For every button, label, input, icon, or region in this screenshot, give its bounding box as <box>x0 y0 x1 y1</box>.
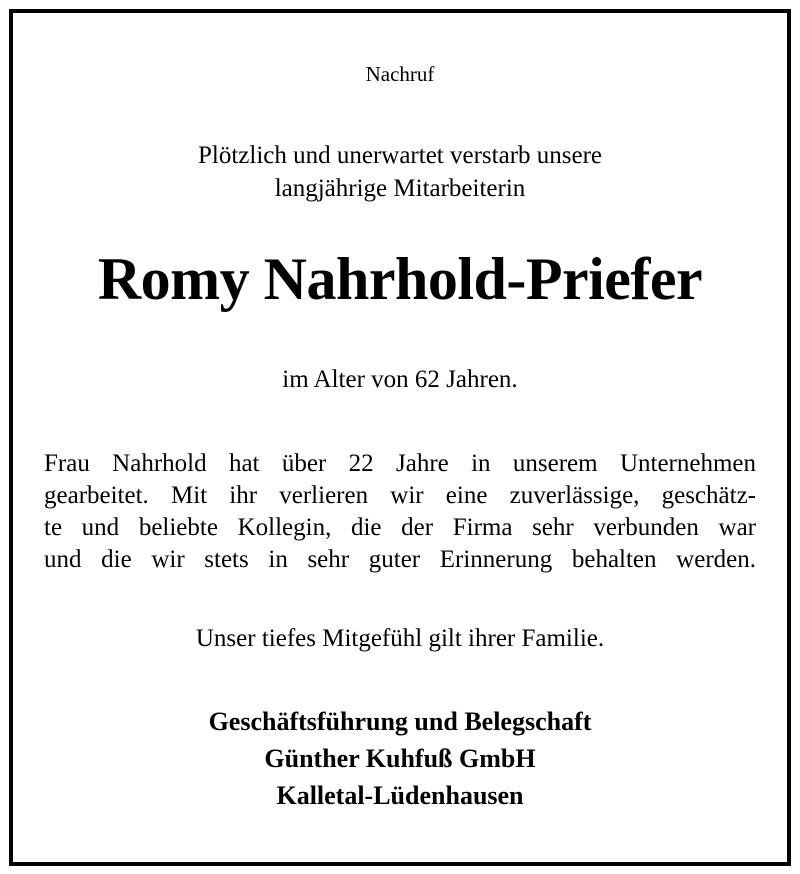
signature-line-2: Günther Kuhfuß GmbH <box>264 744 536 773</box>
paragraph-line: Frau Nahrhold hat über 22 Jahre in unserem Unternehmen <box>44 450 756 477</box>
signature-line-1: Geschäftsführung und Belegschaft <box>208 707 592 736</box>
notice-heading: Nachruf <box>365 62 435 86</box>
intro-line-1: Plötzlich und unerwartet verstarb unsere <box>197 142 603 169</box>
age-line: im Alter von 62 Jahren. <box>282 366 518 393</box>
paragraph-line: te und beliebte Kollegin, die der Firma sehr verbunden war <box>44 514 756 541</box>
condolence-line: Unser tiefes Mitgefühl gilt ihrer Familie. <box>195 625 605 652</box>
signature-line-3: Kalletal-Lüdenhausen <box>276 781 524 810</box>
paragraph-line: und die wir stets in sehr guter Erinnerung behalten werden. <box>44 546 756 573</box>
deceased-name: Romy Nahrhold-Priefer <box>97 246 703 312</box>
tribute-paragraph <box>44 448 756 576</box>
notice-border <box>9 9 791 866</box>
intro-line-2: langjährige Mitarbeiterin <box>274 175 526 202</box>
paragraph-line: gearbeitet. Mit ihr verlieren wir eine zuverlässige, geschätz- <box>44 482 756 509</box>
